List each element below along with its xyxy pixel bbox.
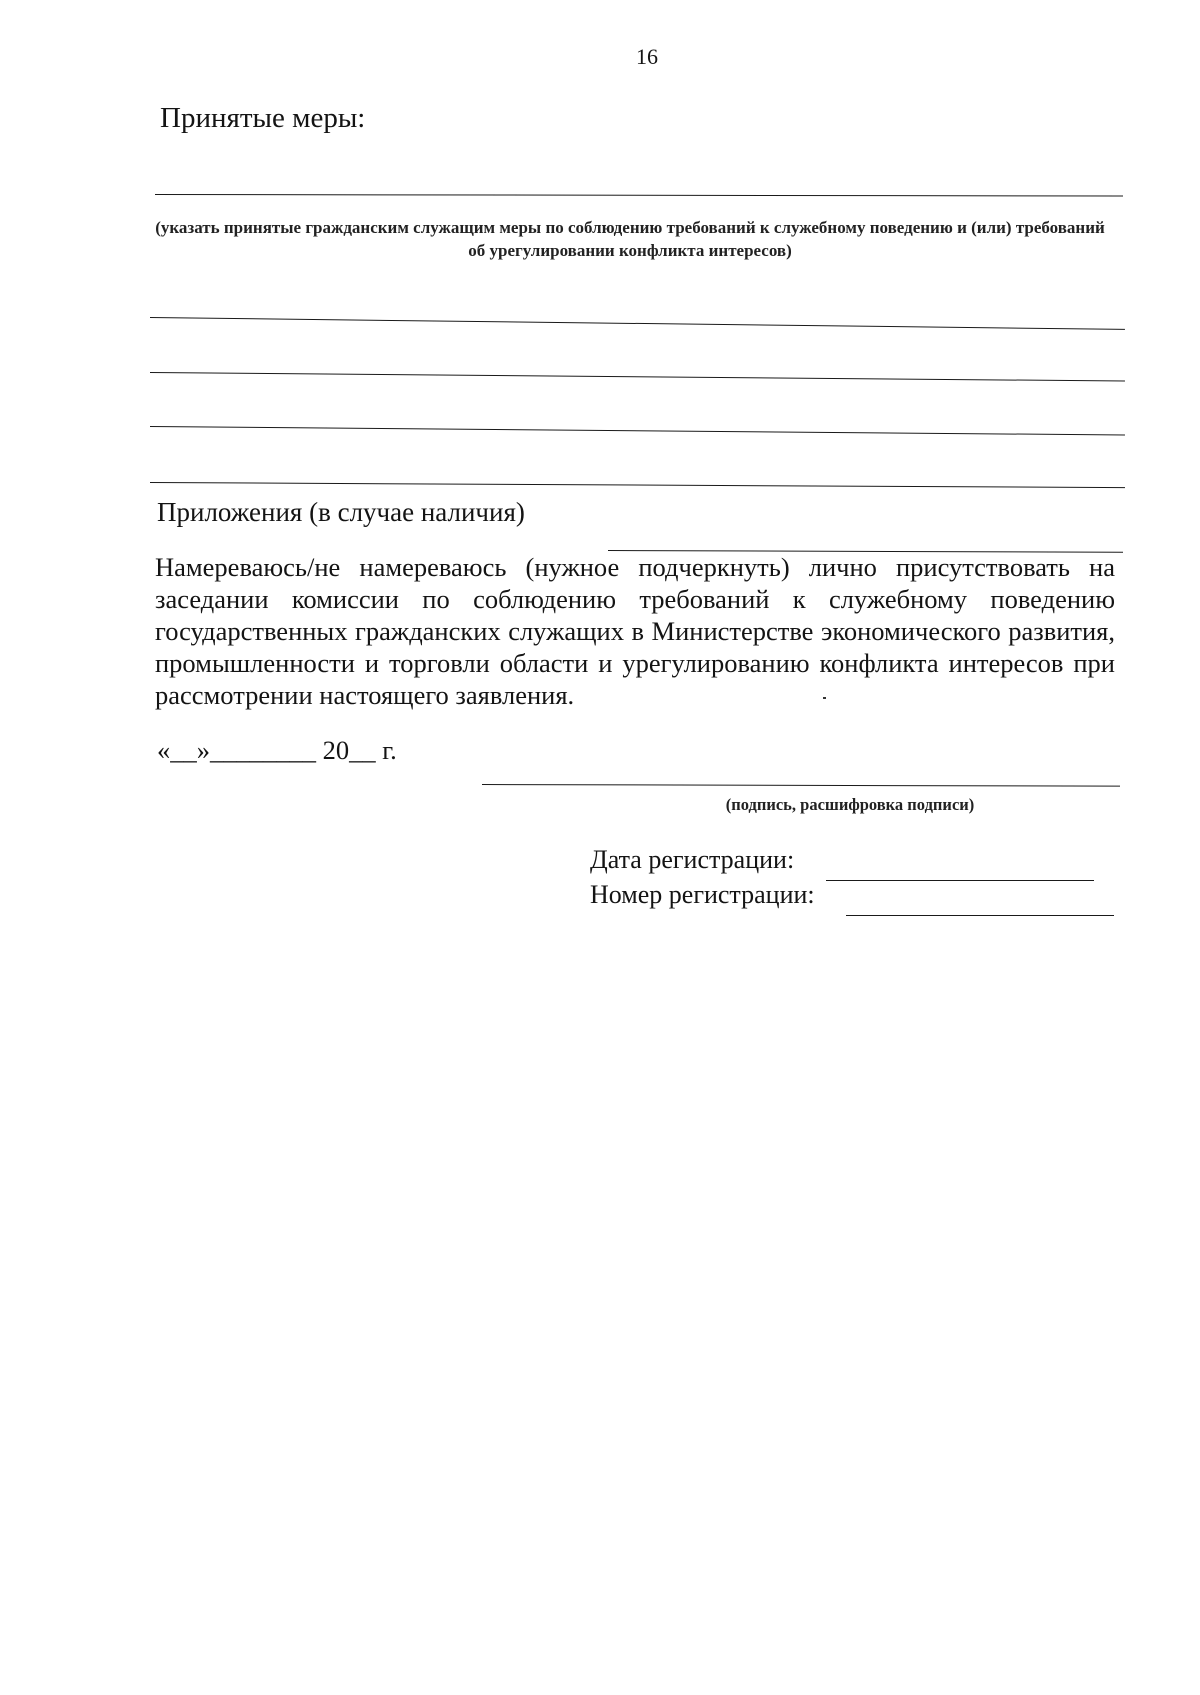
- registration-date-line: [826, 880, 1094, 881]
- measures-fill-line-3: [150, 372, 1125, 382]
- registration-number-line: [846, 915, 1114, 916]
- signature-line: [482, 784, 1120, 787]
- registration-number-label: Номер регистрации:: [590, 880, 815, 909]
- intent-paragraph: Намереваюсь/не намереваюсь (нужное подчеркнуть) лично присутствовать на заседании комиссии по соблюдению требований к служебному поведению государственных гражданских служащих в Министерстве экономического развития, промышленности и торговли области и урегулированию конфликта интересов при рассмотрении настоящего заявления.: [155, 552, 1115, 710]
- measures-fill-line-5: [150, 482, 1125, 488]
- registration-date-label: Дата регистрации:: [590, 845, 795, 874]
- page-number: 16: [636, 44, 658, 69]
- measures-fill-line-4: [150, 426, 1125, 436]
- measures-heading: Принятые меры:: [160, 102, 366, 134]
- signature-caption: (подпись, расшифровка подписи): [725, 795, 975, 814]
- measures-fill-line-2: [150, 317, 1125, 330]
- scan-dot: [823, 697, 826, 699]
- attachments-label: Приложения (в случае наличия): [157, 497, 525, 527]
- date-line: «__»________ 20__ г.: [157, 735, 397, 765]
- measures-fill-line: [155, 194, 1123, 197]
- measures-hint: (указать принятые гражданским служащим меры по соблюдению требований к служебному поведению и (или) требований об урегулировании конфликта интересов): [155, 218, 1105, 260]
